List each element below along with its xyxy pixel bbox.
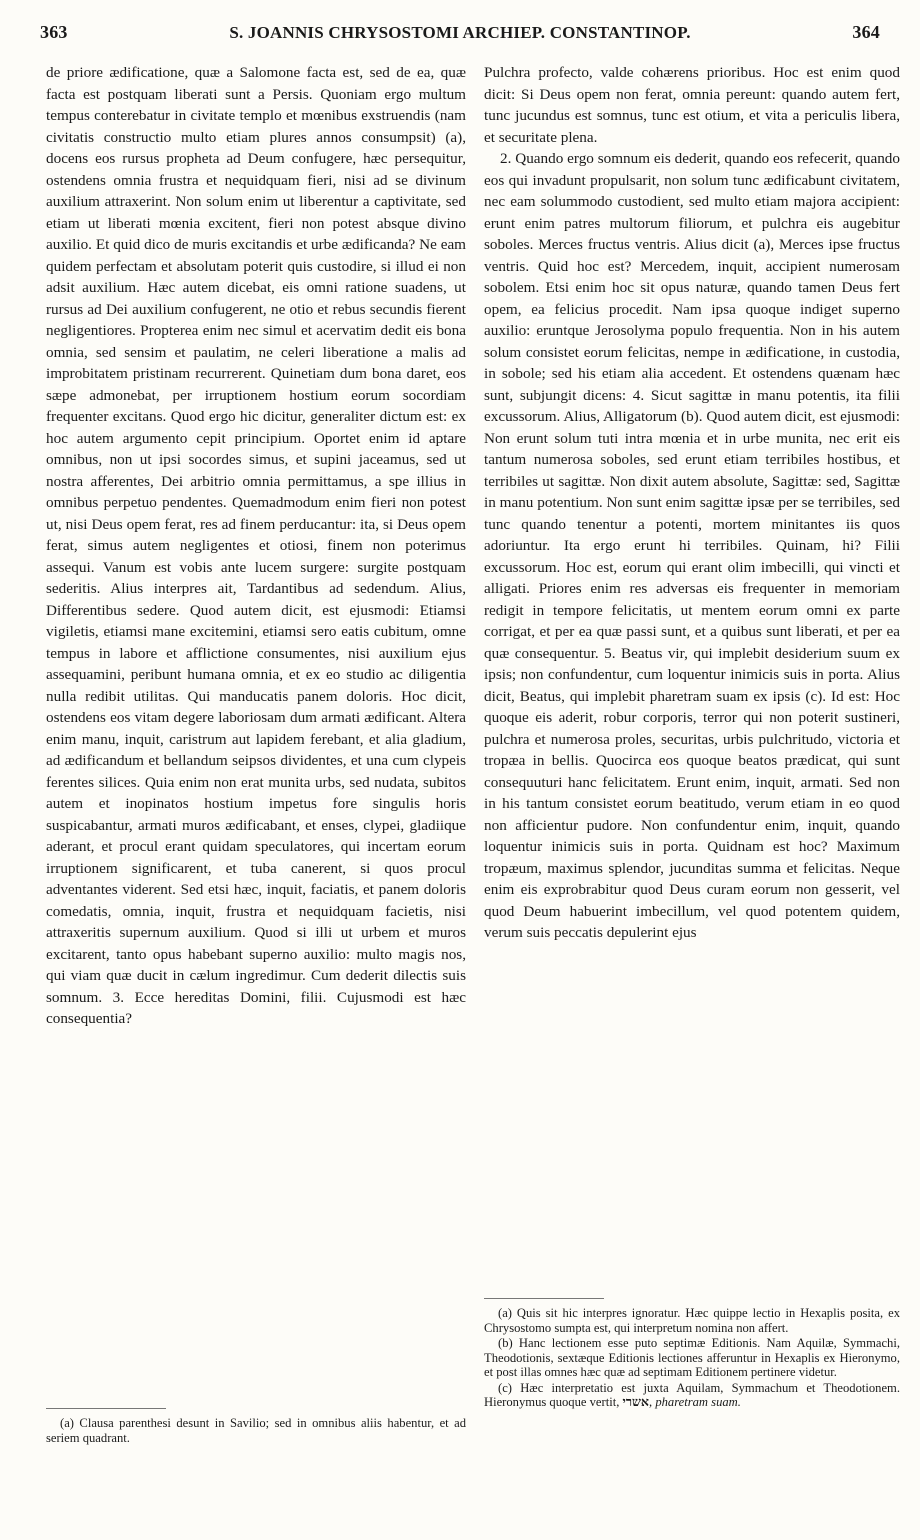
- left-footnotes: [46, 1416, 466, 1446]
- right-footnote-b: (b) Hanc lectionem esse puto septimæ Editionis. Nam Aquilæ, Symmachi, Theodotionis, sextæque Editionis lectiones afferuntur in Hexaplis ex Hieronymo, et post illas omnes hæc quæ ad septimam Editionem pertinere videtur.: [484, 1336, 900, 1379]
- page-number-left: 363: [40, 22, 68, 42]
- right-footnotes: [484, 1306, 900, 1411]
- footnote-c-latin: , pharetram suam.: [649, 1395, 741, 1409]
- left-footnote-rule: [46, 1408, 166, 1409]
- left-footnote-a: (a) Clausa parenthesi desunt in Savilio; sed in omnibus aliis habentur, et ad seriem quadrant.: [46, 1416, 466, 1445]
- right-column: [484, 62, 900, 944]
- footnote-c-text: (c) Hæc interpretatio est juxta Aquilam, Symmachum et Theodotionem. Hieronymus quoque vertit,: [484, 1380, 900, 1409]
- right-paragraph-2: 2. Quando ergo somnum eis dederit, quando eos refecerit, quando eos qui invadunt propulsarit, non solum tunc ædificabunt civitatem, nec eam solummodo custodient, sed multo etiam majora accipient: erunt enim patres multorum filiorum, et pulchra eis augebitur soboles. Merces fructus ventris. Alius dicit (a), Merces ipse fructus ventris. Quid hoc est? Mercedem, inquit, accipient numerosam sobolem. Etsi enim hoc sit opus naturæ, quando tamen Deus fert opem, ea felicius procedit. Nam ipsa quoque indiget superno auxilio: eruntque Jerosolyma populo frequentia. Non in his autem solum consistet eorum felicitas, nempe in ædificatione, in custodia, in sobole; sed his etiam alia accedent. Et ostendens quænam hæc sunt, subjungit dicens: 4. Sicut sagittæ in manu potentis, ita filii excussorum. Alius, Alligatorum (b). Quod autem dicit, est ejusmodi: Non erunt solum tuti intra mœnia et in urbe munita, nec erit eis tantum numerosa soboles, sed erunt etiam terribiles hostibus, et terribiles ut sagittæ. Non dixit autem absolute, Sagittæ: sed, Sagittæ in manu potentium. Non sunt enim sagittæ ipsæ per se terribiles, sed tunc quando tenentur a potenti, mortem minitantes iis quos adoriuntur. Ita ergo erunt hi terribiles. Quinam, hi? Filii excussorum. Hoc est, eorum qui erant olim imbecilli, qui vincti et alligati. Priores enim res adversas eis frequenter in memoriam redigit in tempore felicitatis, ut mentem eorum omni ex parte corrigat, et per ea quæ passi sunt, et a quibus sunt liberati, et per ea quæ consequentur. 5. Beatus vir, qui implebit desiderium suum ex ipsis; non confundentur, cum loquentur inimicis suis in porta. Alius dicit, Beatus, qui implebit pharetram suam ex ipsis (c). Id est: Hoc quoque eis aderit, robur corporis, terror qui non poterit sustineri, pulchra et numerosa proles, securitas, urbis pulchritudo, victoria et tropæa in bellis. Quocirca eos quoque beatos prædicat, qui sunt consequuturi hanc felicitatem. Erunt enim, inquit, armati. Sed non in his tantum consistet eorum beatitudo, verum etiam in eo quod non afficientur pudore. Non confundentur enim, inquit, quando loquentur inimicis suis in porta. Quidnam est hoc? Maximum tropæum, maximus splendor, jucunditas summa et felicitas. Neque enim eis exprobrabitur quod Deus curam eorum non gesserit, vel quod Deum habuerint imbecillum, vel quod potentem quidem, verum suis peccatis depulerint ejus: [484, 150, 900, 941]
- footnote-c-hebrew: אשרי: [622, 1395, 650, 1409]
- right-footnote-c: [484, 1381, 900, 1410]
- left-column-text: de priore ædificatione, quæ a Salomone facta est, sed de ea, quæ facta est postquam liberati sunt a Persis. Quoniam ergo multum tempus conterebatur in civitate templo et mœnibus exstruendis (nam civitatis constructio multo etiam plures annos consumpsit) (a), docens eos rursus propheta ad Deum confugere, hæc persequitur, ostendens omnia frustra et nequidquam fieri, nisi ad se divinum auxilium attraxerint. Non solum enim ut liberentur a captivitate, sed etiam ut liberati mœnia excitent, fieri non potest absque divino auxilio. Et quid dico de muris excitandis et urbe ædificanda? Ne eam quidem perfectam et absolutam poterit quis custodire, si illud ei non adsit auxilium. Hæc autem dicebat, eis omni ratione suadens, ut rursus ad Dei auxilium confugerent, ne otio et rebus secundis fierent negligentiores. Propterea enim nec simul et acervatim dedit eis bona omnia, sed sensim et paulatim, ne celeri liberatione a malis ad improbitatem pristinam recurrerent. Quinetiam dum bona daret, eos sæpe admonebat, per irruptionem hostium eorum socordiam frequenter excitans. Quod ergo hic dicitur, generaliter dictum est: ex hoc autem argumento cepit principium. Oportet enim id aptare omnibus, non ut ipsi socordes simus, et supini jaceamus, sed ut nostra afferentes, Dei arbitrio omnia permittamus, a spe illius in omnibus perpetuo pendentes. Quemadmodum enim fieri non potest ut, nisi Deus opem ferat, res ad finem perducantur: ita, si Deus opem ferat, simus autem negligentes et otiosi, finem non poterimus assequi. Vanum est vobis ante lucem surgere: surgite postquam sederitis. Alius interpres ait, Tardantibus ad sedendum. Alius, Differentibus sedere. Quod autem dicit, est ejusmodi: Etiamsi vigiletis, etiamsi mane excitemini, etiamsi sero eatis cubitum, omne tempus in labore et afflictione consumentes, nisi auxilium ejus assequamini, peribunt humana omnia, et ex eo studio ac diligentia nulla redibit utilitas. Qui manducatis panem doloris. Hoc dicit, ostendens eos vitam degere laboriosam dum armati ædificant. Altera enim manu, inquit, caristrum aut lapidem ferebant, et alia gladium, ad ædificandum et bellandum seipsos dividentes, et una cum clypeis ferentes silices. Quia enim non erat munita urbs, sed nudata, subitos autem et inopinatos hostium impetus fore singulis horis suspicabantur, armati muros ædificabant, et enses, clypei, gladiique aderant, et procul erant quidam speculatores, qui incertam eorum irruptionem significarent, et tuba canerent, si quos procul adventantes viderent. Sed etsi hæc, inquit, faciatis, et panem doloris comedatis, omnia, inquit, frustra et nequidquam facietis, nisi attraxeritis supernum auxilium. Quod si illi ut urbem et muros excitarent, tanto opus habebant superno auxilio: multo magis nos, qui viam quæ ducit in cælum ingredimur. Cum dederit dilectis suis somnum. 3. Ecce hereditas Domini, filii. Cujusmodi est hæc consequentia?: [46, 64, 466, 1027]
- left-column: [46, 62, 466, 1030]
- running-title: S. JOANNIS CHRYSOSTOMI ARCHIEP. CONSTANTINOP.: [229, 23, 691, 42]
- right-footnote-rule: [484, 1298, 604, 1299]
- right-footnote-a: (a) Quis sit hic interpres ignoratur. Hæc quippe lectio in Hexaplis posita, ex Chrysostomo sumpta est, qui interpretum nomina non affert.: [484, 1306, 900, 1335]
- right-paragraph-1: Pulchra profecto, valde cohærens prioribus. Hoc est enim quod dicit: Si Deus opem non ferat, omnia pereunt: quando autem fert, tunc jucundus est somnus, tunc est otium, et vita a periculis libera, et securitate plena.: [484, 64, 900, 146]
- page-number-right: 364: [852, 22, 880, 42]
- running-header: [40, 22, 880, 52]
